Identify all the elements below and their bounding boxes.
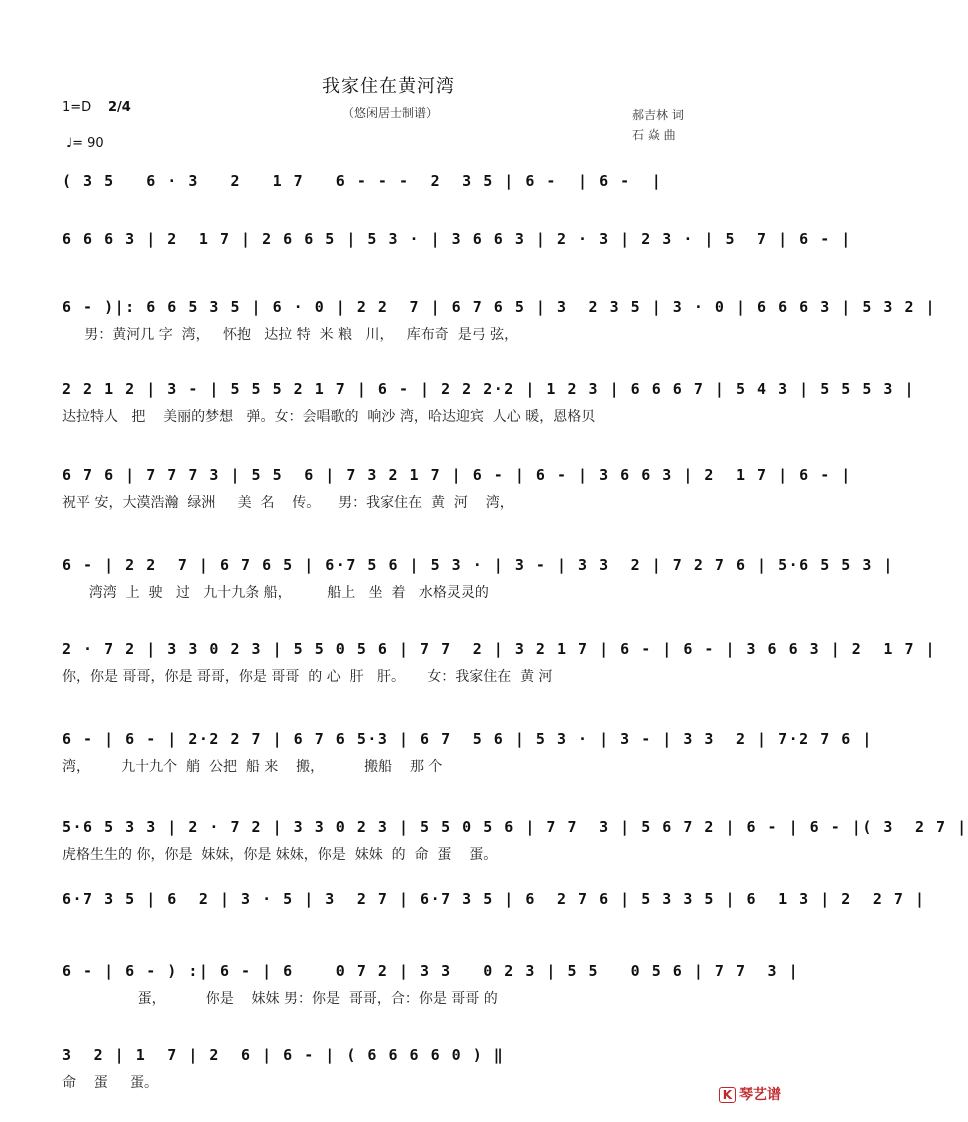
lyricist-credit: 郝吉林 词 — [632, 108, 684, 122]
composer-credit: 石 焱 曲 — [632, 128, 676, 142]
staff-line-1 — [0, 172, 793, 236]
staff-line-9 — [0, 818, 968, 882]
notes: 6 - )|: 6 6 5 3 5 | 6 · 0 | 2 2 7 | 6 7 6 5 | 3 2 3 5 | 3 · 0 | 6 6 6 3 | 5 3 2 | — [62, 298, 937, 316]
notes: ( 3 5 6 · 3 2 1 7 6 - - - 2 3 5 | 6 - | 6 - | — [62, 172, 663, 190]
notes: 6 - | 2 2 7 | 6 7 6 5 | 6·7 5 6 | 5 3 · | 3 - | 3 3 2 | 7 2 7 6 | 5·6 5 5 3 | — [62, 556, 894, 574]
staff-line-6 — [0, 556, 894, 620]
notes: 2 · 7 2 | 3 3 0 2 3 | 5 5 0 5 6 | 7 7 2 | 3 2 1 7 | 6 - | 6 - | 3 6 6 3 | 2 1 7 | — [62, 640, 937, 658]
staff-line-11 — [0, 962, 800, 1026]
lyrics: 你，你是 哥哥，你是 哥哥，你是 哥哥 的 心 肝 肝。 女：我家住在 黄 河 — [62, 669, 553, 685]
lyrics: 命 蛋 蛋。 — [62, 1075, 159, 1091]
logo-text: 琴艺谱 — [739, 1087, 781, 1103]
subtitle: （悠闲居士制谱） — [342, 106, 439, 120]
song-title: 我家住在黄河湾 — [322, 76, 455, 97]
staff-line-8 — [0, 730, 873, 794]
staff-line-4 — [0, 380, 915, 444]
staff-line-12 — [0, 1046, 793, 1110]
site-logo — [719, 1084, 781, 1104]
staff-line-2 — [0, 230, 852, 294]
notes: 6 - | 6 - | 2·2 2 7 | 6 7 6 5·3 | 6 7 5 6 | 5 3 · | 3 - | 3 3 2 | 7·2 7 6 | — [62, 730, 873, 748]
staff-line-7 — [0, 640, 937, 704]
lyrics: 祝平 安，大漠浩瀚 绿洲 美 名 传。 男：我家住在 黄 河 湾， — [62, 495, 514, 511]
staff-line-3 — [0, 298, 937, 362]
lyrics: 湾湾 上 驶 过 九十九条 船， 船上 坐 着 水格灵灵的 — [62, 585, 489, 601]
staff-line-10 — [0, 890, 926, 954]
tempo-marking: ♩= 90 — [66, 136, 104, 151]
notes: 2 2 1 2 | 3 - | 5 5 5 2 1 7 | 6 - | 2 2 2·2 | 1 2 3 | 6 6 6 7 | 5 4 3 | 5 5 5 3 | — [62, 380, 915, 398]
notes: 6 6 6 3 | 2 1 7 | 2 6 6 5 | 5 3 · | 3 6 6 3 | 2 · 3 | 2 3 · | 5 7 | 6 - | — [62, 230, 852, 248]
notes: 6 7 6 | 7 7 7 3 | 5 5 6 | 7 3 2 1 7 | 6 - | 6 - | 3 6 6 3 | 2 1 7 | 6 - | — [62, 466, 852, 484]
key-signature: 1=D — [62, 100, 92, 115]
time-signature: 2/4 — [108, 100, 131, 115]
logo-mark-icon: K — [719, 1087, 736, 1103]
notes: 3 2 | 1 7 | 2 6 | 6 - | ( 6 6 6 6 0 ) ‖ — [62, 1046, 505, 1064]
notes: 6 - | 6 - ) :| 6 - | 6 0 7 2 | 3 3 0 2 3 | 5 5 0 5 6 | 7 7 3 | — [62, 962, 800, 980]
lyrics: 蛋， 你是 妹妹 男：你是 哥哥，合：你是 哥哥 的 — [62, 991, 498, 1007]
staff-line-5 — [0, 466, 852, 530]
lyrics: 虎格生生的 你，你是 妹妹，你是 妹妹，你是 妹妹 的 命 蛋 蛋。 — [62, 847, 498, 863]
notes: 5·6 5 3 3 | 2 · 7 2 | 3 3 0 2 3 | 5 5 0 5 6 | 7 7 3 | 5 6 7 2 | 6 - | 6 - |( 3 2 7 | — [62, 818, 968, 836]
notes: 6·7 3 5 | 6 2 | 3 · 5 | 3 2 7 | 6·7 3 5 | 6 2 7 6 | 5 3 3 5 | 6 1 3 | 2 2 7 | — [62, 890, 926, 908]
lyrics: 达拉特人 把 美丽的梦想 弹。女：会唱歌的 响沙 湾，哈达迎宾 人心 暖，恩格贝 — [62, 409, 596, 425]
lyrics: 男：黄河几 字 湾， 怀抱 达拉 特 米 粮 川， 库布奇 是弓 弦， — [62, 327, 519, 343]
lyrics: 湾， 九十九个 艄 公把 船 来 搬， 搬船 那 个 — [62, 759, 443, 775]
